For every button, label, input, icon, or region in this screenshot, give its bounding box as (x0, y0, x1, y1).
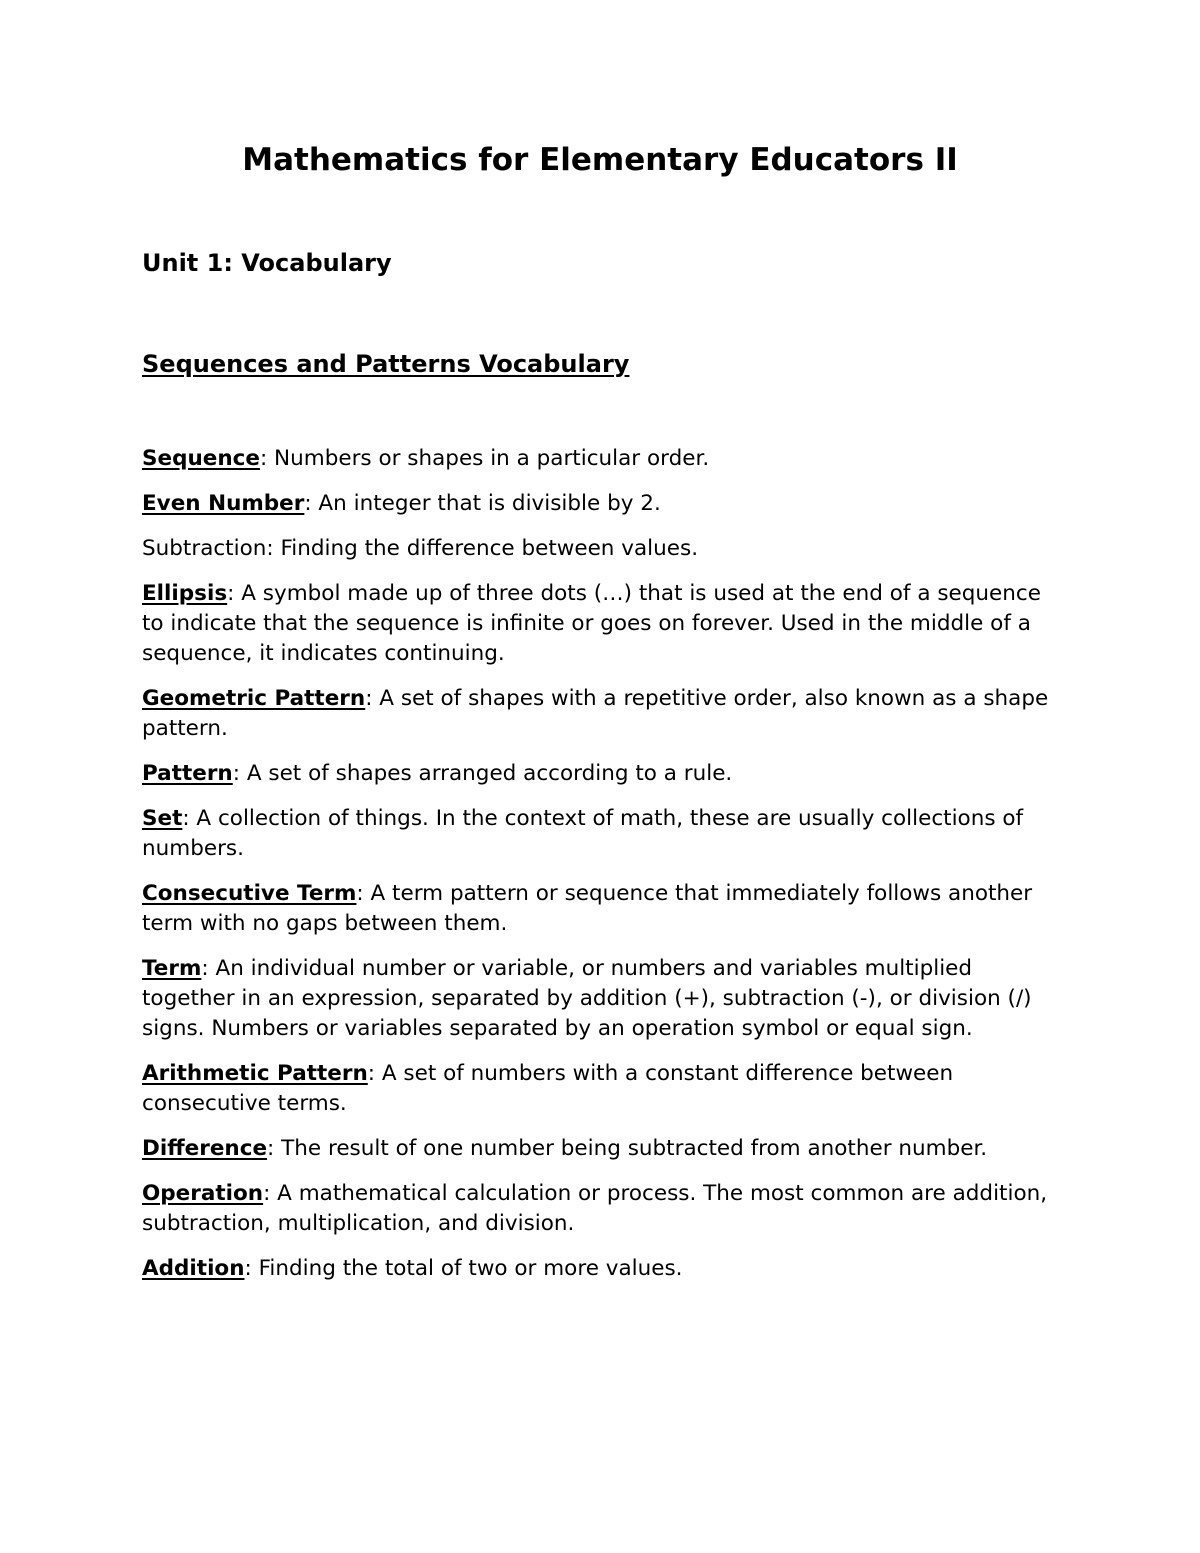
vocabulary-entry-set (142, 804, 1067, 864)
vocabulary-definition: : Finding the total of two or more values. (244, 1256, 683, 1281)
vocabulary-definition: : A symbol made up of three dots (…) that is used at the end of a sequence to indicate that the sequence is infinite or goes on forever. Used in the middle of a sequence, it indicates continuing. (142, 581, 1041, 666)
unit-heading: Unit 1: Vocabulary (142, 249, 392, 277)
vocabulary-entry-consecutive-term (142, 879, 1067, 939)
vocabulary-definition: : An individual number or variable, or numbers and variables multiplied together in an expression, separated by addition (+), subtraction (-), or division (/) signs. Numbers or variables separated by an operation symbol or equal sign. (142, 956, 1032, 1041)
vocabulary-term: Even Number (142, 491, 305, 516)
vocabulary-term: Arithmetic Pattern (142, 1061, 368, 1086)
vocabulary-entry-pattern (142, 759, 1067, 789)
vocabulary-entry-addition (142, 1254, 1067, 1284)
vocabulary-term: Pattern (142, 761, 233, 786)
vocabulary-definition: : A set of numbers with a constant difference between consecutive terms. (142, 1061, 954, 1116)
vocabulary-term: Consecutive Term (142, 881, 357, 906)
vocabulary-term: Difference (142, 1136, 268, 1161)
vocabulary-entry-even-number (142, 489, 1067, 519)
vocabulary-definition: : The result of one number being subtracted from another number. (267, 1136, 988, 1161)
vocabulary-definition: : A term pattern or sequence that immediately follows another term with no gaps between them. (142, 881, 1033, 936)
vocabulary-term: Ellipsis (142, 581, 228, 606)
vocabulary-definition: : A set of shapes arranged according to a rule. (232, 761, 733, 786)
vocabulary-term: Set (142, 806, 183, 831)
vocabulary-term: Geometric Pattern (142, 686, 366, 711)
vocabulary-term: Sequence (142, 446, 260, 471)
vocabulary-entry-operation (142, 1179, 1067, 1239)
vocabulary-entry-subtraction (142, 534, 1067, 564)
vocabulary-entry-arithmetic-pattern (142, 1059, 1067, 1119)
vocabulary-definition: : An integer that is divisible by 2. (304, 491, 661, 516)
vocabulary-list (142, 444, 1067, 1299)
section-heading: Sequences and Patterns Vocabulary (142, 350, 630, 378)
vocabulary-term: Operation (142, 1181, 264, 1206)
vocabulary-term: Subtraction (142, 536, 267, 561)
vocabulary-entry-ellipsis (142, 579, 1067, 669)
vocabulary-term: Addition (142, 1256, 245, 1281)
vocabulary-definition: : A set of shapes with a repetitive order, also known as a shape pattern. (142, 686, 1049, 741)
vocabulary-definition: : A collection of things. In the context of math, these are usually collections of numbers. (142, 806, 1024, 861)
vocabulary-entry-difference (142, 1134, 1067, 1164)
vocabulary-term: Term (142, 956, 202, 981)
vocabulary-definition: : Finding the difference between values. (266, 536, 699, 561)
vocabulary-entry-term (142, 954, 1067, 1044)
document-title: Mathematics for Elementary Educators II (242, 142, 958, 178)
vocabulary-entry-sequence (142, 444, 1067, 474)
vocabulary-definition: : Numbers or shapes in a particular order. (259, 446, 710, 471)
vocabulary-entry-geometric-pattern (142, 684, 1067, 744)
vocabulary-definition: : A mathematical calculation or process. The most common are addition, subtraction, multiplication, and division. (142, 1181, 1048, 1236)
